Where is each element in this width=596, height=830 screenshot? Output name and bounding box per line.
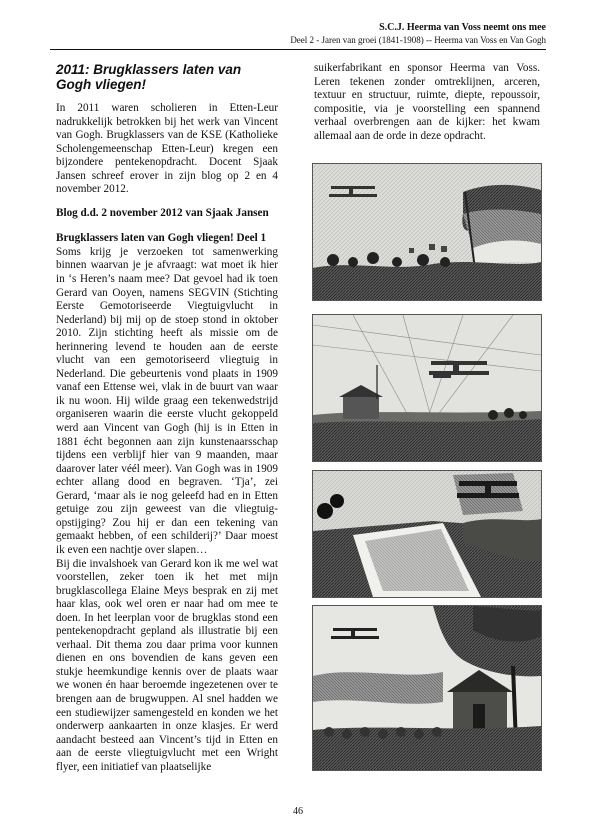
left-column <box>56 62 278 774</box>
intro-paragraph: In 2011 waren scholieren in Etten-Leur nadrukkelijk betrokken bij het werk van Vincent van Gogh. Brugklassers van de KSE (Katholieke Scholengemeenschap Etten-Leur) kregen een bijzondere pentekenopdracht. Docent Sjaak Jansen schreef erover in zijn blog op 2 en 4 november 2012. <box>56 102 278 196</box>
running-header <box>290 22 546 46</box>
student-drawing-2 <box>312 314 542 462</box>
header-rule <box>50 49 546 50</box>
section-subtitle: Brugklassers laten van Gogh vliegen! Deel 1 <box>56 232 267 245</box>
body-paragraph-3: suikerfabrikant en sponsor Heerma van Voss. Leren tekenen zonder omtreklijnen, arceren, textuur en structuur, ruimte, diepte, repoussoir, compositie, via je voorstelling een spannend verhaal overbrengen aan de kijker: het kwam allemaal aan de orde in deze opdracht. <box>314 62 540 142</box>
header-subtitle: Deel 2 - Jaren van groei (1841-1908) -- Heerma van Voss en Van Gogh <box>290 35 546 45</box>
article-heading: 2011: Brugklassers laten van Gogh vliegen! <box>56 62 242 92</box>
student-drawing-1 <box>312 163 542 301</box>
student-drawing-4 <box>312 605 542 771</box>
header-title: S.C.J. Heerma van Voss neemt ons mee <box>379 22 546 33</box>
right-column <box>314 62 540 143</box>
body-paragraph-2: Bij die invalshoek van Gerard kon ik me wel wat voorstellen, zeker toen ik het met mijn brugklascollega Elaine Meys besprak en zij met haar klas, ook wel oren er naar had om mee te doen. In het leerplan voor de brugklas stond een pentekenopdracht gepland als illustratie bij een verhaal. Dit thema zou daar prima voor kunnen dienen en ons bovendien de kans geven een stukje heemkundige kennis over de plaats waar we wonen én haar beroemde ingezetenen over te brengen aan de brugwuppen. Al snel hadden we een studiewijzer samengesteld en konden we het onderwerp aankaarten in onze klasjes. Er werd aandacht besteed aan Vincent’s tijd in Etten en aan de eerste vliegtuigvlucht met een Wright flyer, een initiatief van plaatselijke <box>56 557 278 773</box>
page-number: 46 <box>293 806 303 817</box>
body-paragraph-1: Soms krijg je verzoeken tot samenwerking binnen waarvan je je afvraagt: wat moet ik hier in ‘s Heren’s naam mee? Dat gevoel had ik toen Gerard van Ooyen, namens SEGVIN (Stichting Eerste Gemotoriseerde Viegtuigvlucht in Nederland) bij mij op de stoep stond in oktober 2010. Zijn stichting heeft als missie om de herinnering levend te houden aan de eerste vlucht van een gemotoriseerd vliegtuig in Nederland. Die gebeurtenis vond plaats in 1909 vanaf een Ettense wei, vlak in de buurt van waar ik nu woon. Hij wilde graag een tekenwedstrijd organiseren waarin die eerste vlucht gekoppeld werd aan Vincent van Gogh (hij is in Etten in 1881 écht begonnen aan zijn kunstenaarsschap tijdens een verblijf hier van 9 maanden, maar daarover later véél meer). Van Gogh was in 1909 echter allang dood en begraven. ‘Tja’, zei Gerard, ‘maar als ie nog geleefd had en in Etten getuige zou zijn geweest van die vliegtuig-opstijging? Zou hij er dan een tekening van gemaakt hebben, of een schilderij?’ Daar moest ik even een nachtje over slapen… <box>56 245 278 556</box>
blog-title: Blog d.d. 2 november 2012 van Sjaak Jansen <box>56 206 269 219</box>
student-drawing-3 <box>312 470 542 598</box>
